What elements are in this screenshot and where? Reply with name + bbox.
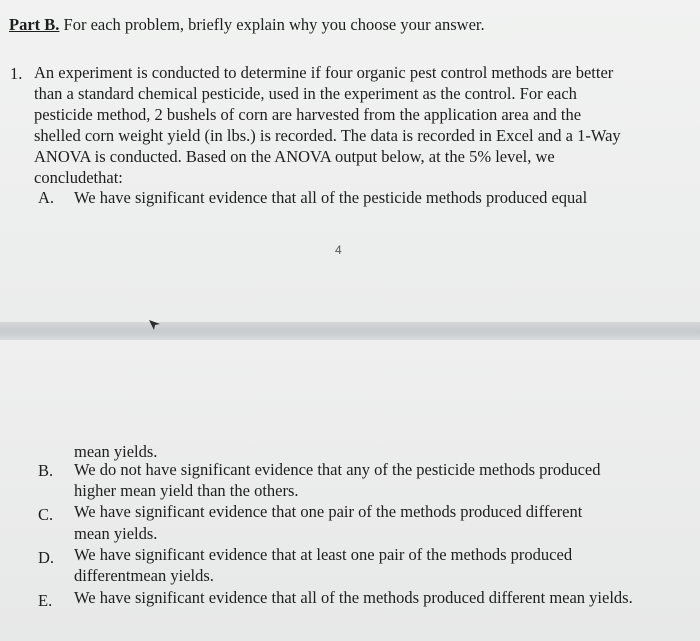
option-d-text-line2: differentmean yields. xyxy=(74,566,214,585)
part-instruction: For each problem, briefly explain why you choose your answer. xyxy=(59,15,485,34)
question-line: pesticide method, 2 bushels of corn are harvested from the application area and the xyxy=(34,105,582,124)
question-line: than a standard chemical pesticide, used in the experiment as the control. For each xyxy=(34,84,577,103)
option-a-text-line2: mean yields. xyxy=(74,442,158,461)
option-b-text-line1: We do not have significant evidence that any of the pesticide methods produced xyxy=(74,460,601,479)
question-line: shelled corn weight yield (in lbs.) is recorded. The data is recorded in Excel and a 1-Way xyxy=(34,126,621,145)
mouse-pointer-icon xyxy=(148,317,162,331)
option-a-text-line1: We have significant evidence that all of the pesticide methods produced equal xyxy=(74,188,588,207)
part-header xyxy=(9,15,485,35)
option-e-text-line1: We have significant evidence that all of the methods produced different mean yields. xyxy=(74,588,633,607)
option-c-text-line1: We have significant evidence that one pair of the methods produced different xyxy=(74,502,583,521)
page-gap-divider xyxy=(0,322,700,340)
option-a-letter: A. xyxy=(38,188,55,207)
option-c-text-line2: mean yields. xyxy=(74,524,158,543)
question-line: An experiment is conducted to determine if four organic pest control methods are better xyxy=(34,63,614,82)
option-c-letter: C. xyxy=(38,505,54,524)
option-d-letter: D. xyxy=(38,548,55,567)
option-b-text-line2: higher mean yield than the others. xyxy=(74,481,299,500)
part-title: Part B. xyxy=(9,15,60,34)
question-line: ANOVA is conducted. Based on the ANOVA output below, at the 5% level, we xyxy=(34,147,555,166)
page-number: 4 xyxy=(335,243,342,257)
question-line: concludethat: xyxy=(34,168,123,187)
option-d-text-line1: We have significant evidence that at least one pair of the methods produced xyxy=(74,545,573,564)
option-b-letter: B. xyxy=(38,461,54,480)
question-number: 1. xyxy=(10,64,23,83)
option-e-letter: E. xyxy=(38,591,53,610)
